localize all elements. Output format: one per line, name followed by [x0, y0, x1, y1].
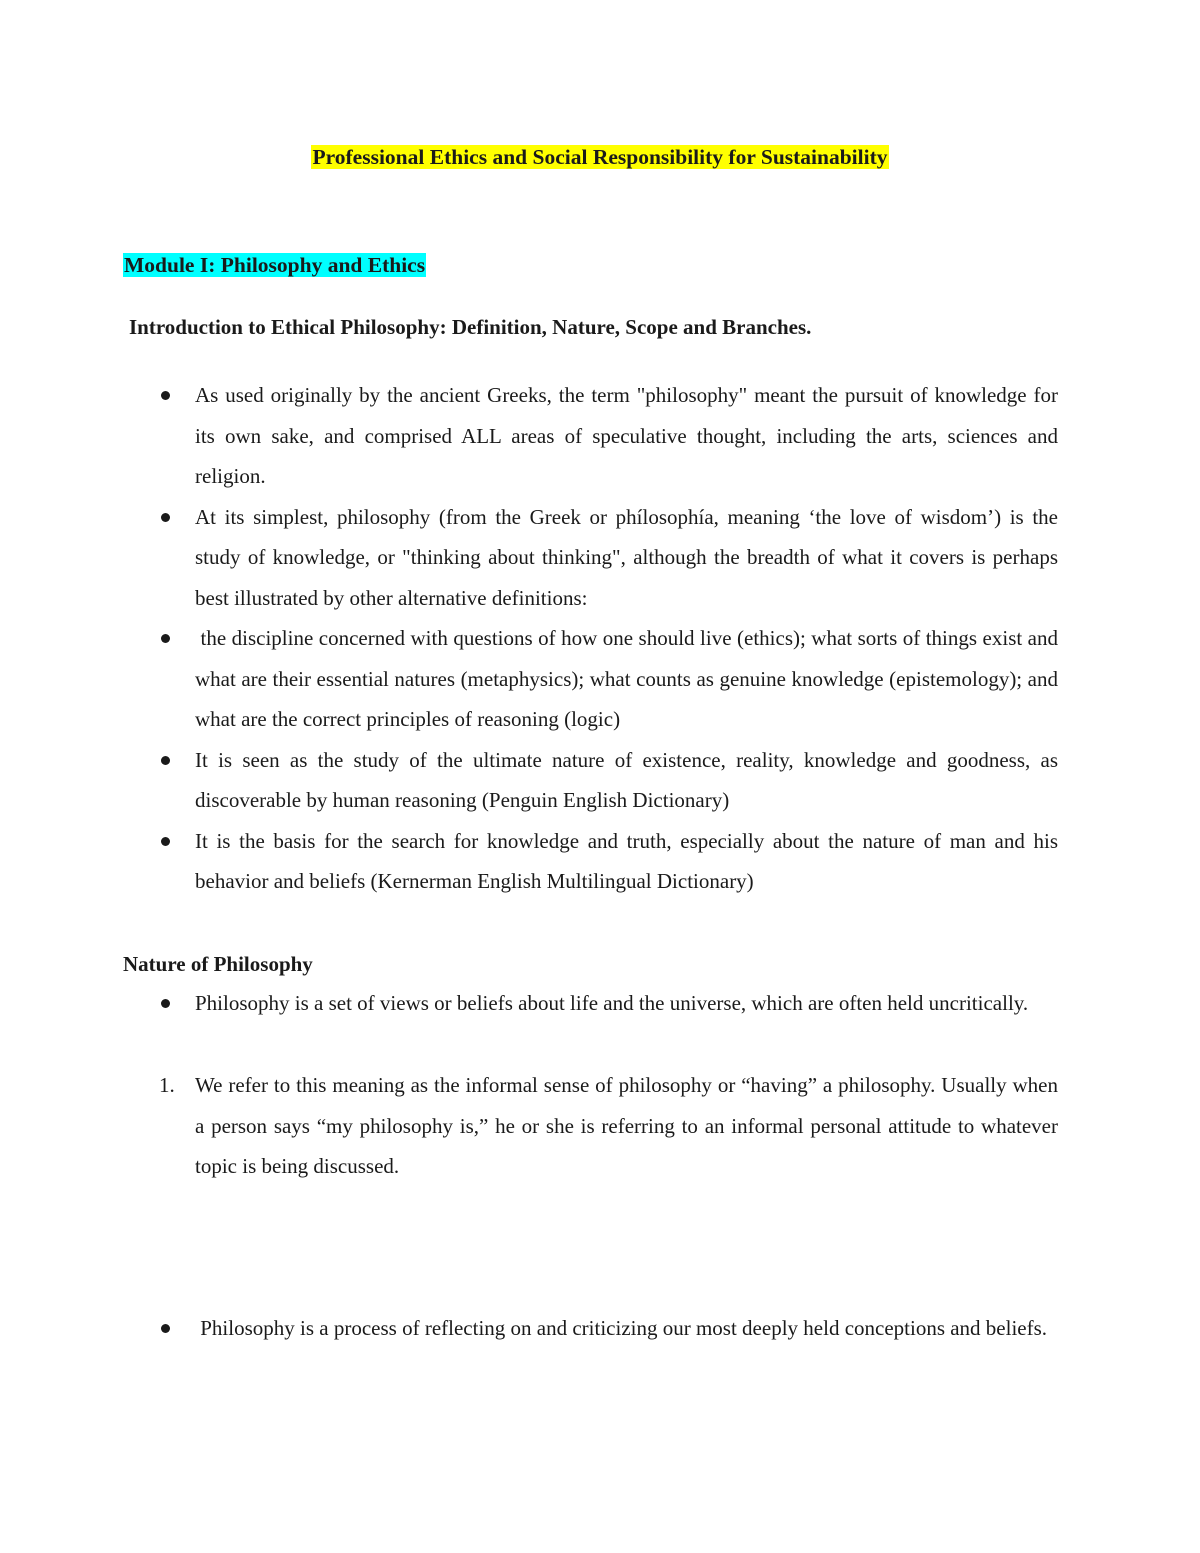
nature-bullet-list-2 [0, 1308, 1200, 1349]
module-heading [123, 248, 426, 282]
numbered-item [159, 1065, 1058, 1187]
list-item [195, 375, 1058, 497]
list-item-text: It is seen as the study of the ultimate nature of existence, reality, knowledge and goodness, as discoverable by human reasoning (Penguin English Dictionary) [195, 747, 1058, 812]
nature-heading: Nature of Philosophy [123, 952, 313, 976]
bullet-icon [161, 513, 170, 522]
list-item-text: As used originally by the ancient Greeks, the term "philosophy" meant the pursuit of knowledge for its own sake, and comprised ALL areas of speculative thought, including the arts, sciences and religion. [195, 383, 1058, 488]
bullet-icon [161, 391, 170, 400]
list-item-text: Philosophy is a set of views or beliefs about life and the universe, which are often held uncritically. [195, 991, 1029, 1015]
list-item [195, 740, 1058, 821]
list-item-text: At its simplest, philosophy (from the Greek or phílosophía, meaning ‘the love of wisdom’) is the study of knowledge, or "thinking about thinking", although the breadth of what it covers is perhaps best illustrated by other alternative definitions: [195, 504, 1058, 610]
bullet-icon [161, 999, 170, 1008]
list-item-text: the discipline concerned with questions of how one should live (ethics); what sorts of things exist and what are their essential natures (metaphysics); what counts as genuine knowledge (epistemology); and what are the correct principles of reasoning (logic) [195, 626, 1064, 731]
list-item [195, 821, 1058, 902]
bullet-icon [161, 756, 170, 765]
document-title [0, 140, 1200, 174]
module-heading-text: Module I: Philosophy and Ethics [124, 253, 426, 277]
intro-bullet-list [0, 375, 1200, 902]
list-item-text: It is the basis for the search for knowledge and truth, especially about the nature of man and his behavior and beliefs (Kernerman English Multilingual Dictionary) [195, 828, 1058, 893]
nature-numbered-list [0, 1065, 1200, 1187]
list-item-text: Philosophy is a process of reflecting on and criticizing our most deeply held conceptions and beliefs. [195, 1316, 1048, 1340]
list-item [195, 1308, 1058, 1349]
intro-heading: Introduction to Ethical Philosophy: Definition, Nature, Scope and Branches. [129, 315, 812, 339]
list-item-text: We refer to this meaning as the informal sense of philosophy or “having” a philosophy. Usually when a person says “my philosophy is,” he or she is referring to an informal personal attitude to whatever topic is being discussed. [195, 1073, 1058, 1178]
list-item [195, 983, 1058, 1024]
list-item [195, 618, 1064, 740]
nature-bullet-list [0, 983, 1200, 1024]
list-item [195, 497, 1058, 619]
document-title-text: Professional Ethics and Social Responsibility for Sustainability [312, 145, 888, 169]
bullet-icon [161, 1324, 170, 1333]
list-number: 1. [159, 1073, 175, 1097]
bullet-icon [161, 837, 170, 846]
bullet-icon [161, 634, 170, 643]
